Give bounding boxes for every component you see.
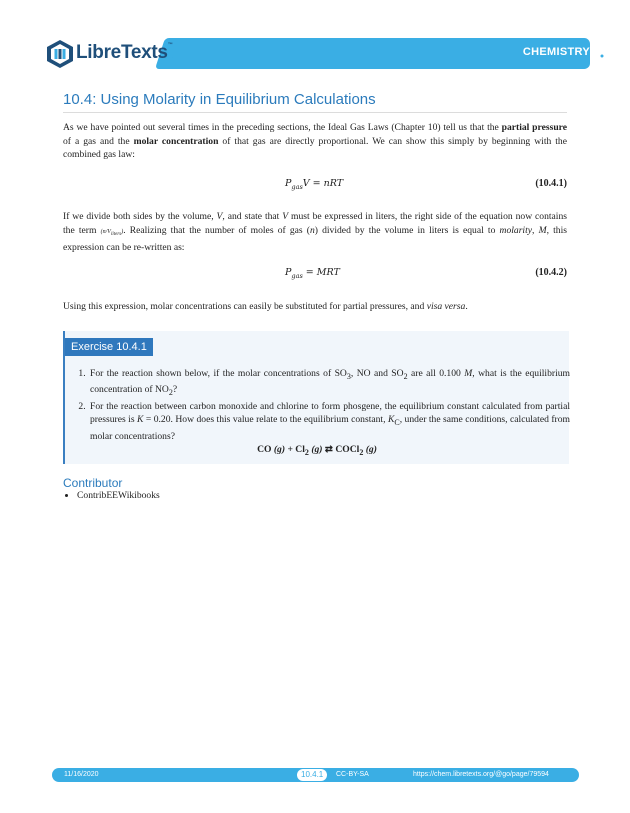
page-title: 10.4: Using Molarity in Equilibrium Calculations	[63, 91, 567, 113]
equation-body: $P_{gas}$ = MRT	[285, 267, 340, 280]
equation-body: $P_{gas}V$ = nRT	[285, 178, 344, 191]
footer-bar	[52, 768, 579, 782]
divide-paragraph: If we divide both sides by the volume, V, and state that V must be expressed in liters, the right side of the equation now contains the term $(n/V_{liters})$. Realizing that the number of moles of gas (n) divided by the volume in liters is equal to molarity, M, this expression can be re-written as:	[63, 211, 567, 254]
logo-text: LibreTexts™	[76, 42, 173, 63]
footer-page-number: 10.4.1	[297, 769, 327, 781]
exercise-title: Exercise 10.4.1	[65, 338, 153, 356]
libretexts-logo-icon	[46, 39, 74, 69]
inline-fraction: $(n/V_{liters})$	[100, 228, 124, 237]
exercise-item: 1. For the reaction shown below, if the molar concentrations of $SO_3$, NO and $SO_2$ are all 0.100 M, what is the equilibrium concentration of $NO_2$?	[88, 367, 570, 400]
contributor-item: • ContribEEWikibooks	[77, 490, 160, 501]
flask-icon	[593, 41, 610, 63]
exercise-item: 2. For the reaction between carbon monoxide and chlorine to form phosgene, the equilibrium constant calculated from partial pressures is K = 0.20. How does this value relate to the equilibrium constant, $K_C$, under the same conditions, calculated from molar concentrations?	[88, 400, 570, 443]
contributor-list	[63, 490, 160, 501]
exercise-box	[63, 331, 569, 464]
equation-10-4-2	[63, 267, 567, 283]
substitution-paragraph: Using this expression, molar concentrations can easily be substituted for partial pressures, and visa versa.	[63, 301, 468, 312]
equation-number: (10.4.2)	[535, 267, 567, 278]
libretexts-logo[interactable]	[46, 37, 171, 71]
contributor-heading: Contributor	[63, 476, 123, 490]
subject-label: CHEMISTRY	[522, 46, 590, 58]
equation-10-4-1	[63, 178, 567, 194]
equation-number: (10.4.1)	[535, 178, 567, 189]
exercise-list	[76, 367, 570, 443]
phosgene-reaction: CO $(g) + Cl_2$ (g) ⇄ COCl$_2$ (g)	[257, 444, 377, 457]
footer-url-link[interactable]: https://chem.libretexts.org/@go/page/79594	[413, 771, 549, 778]
intro-paragraph: As we have pointed out several times in the preceding sections, the Ideal Gas Laws (Chapter 10) tell us that the partial pressure of a gas and the molar concentration of that gas are directly proportional. We can show this simply by beginning with the combined gas law:	[63, 122, 567, 160]
footer-date: 11/16/2020	[64, 771, 99, 778]
footer-license: CC-BY-SA	[336, 771, 369, 778]
